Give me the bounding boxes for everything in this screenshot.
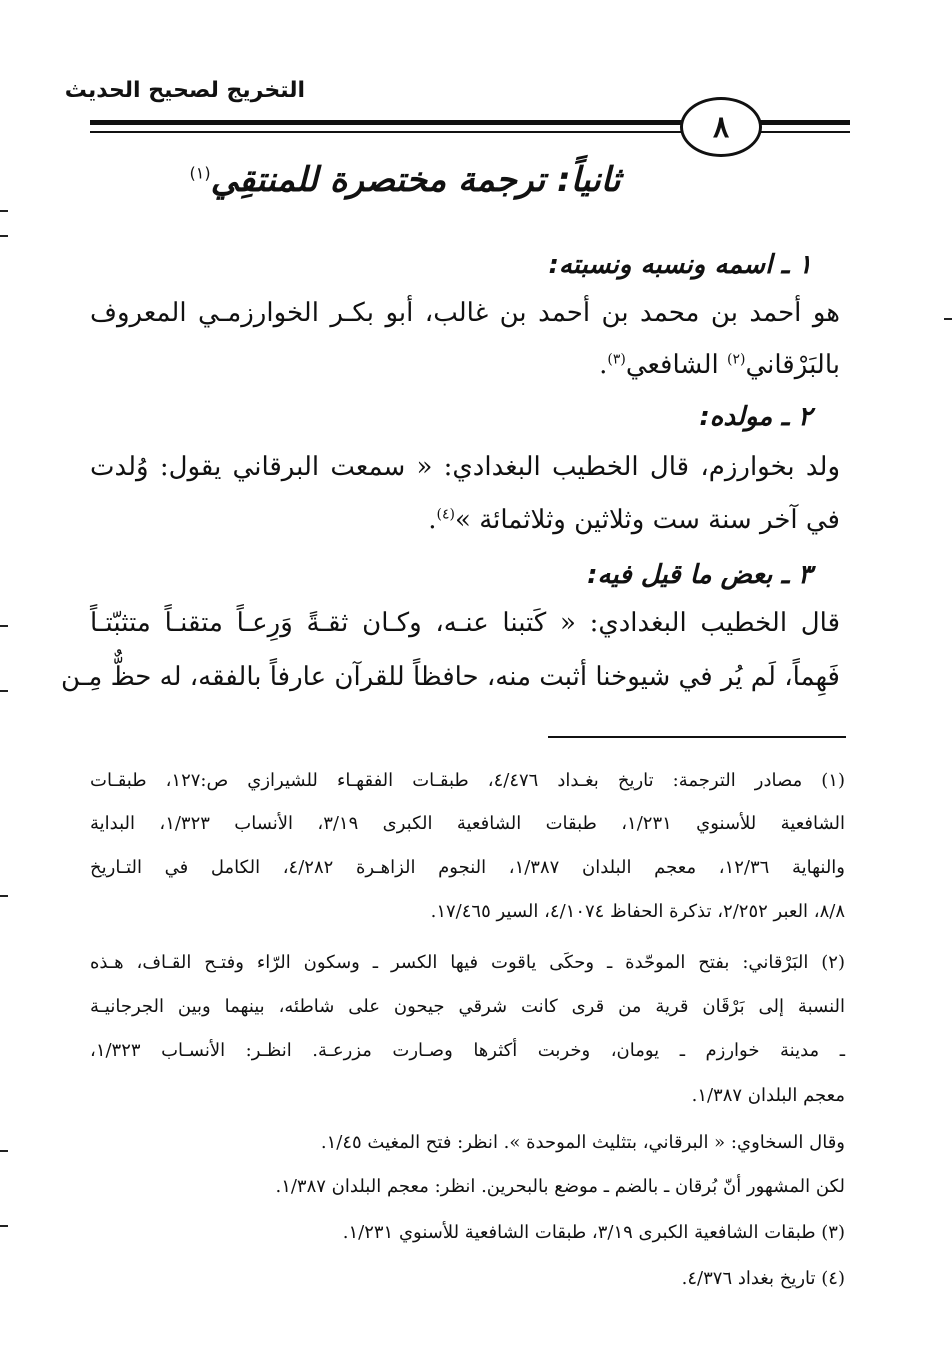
body-line: فَهِماً، لَم يُر في شيوخنا أثبت منه، حافظاً للقرآن عارفاً بالفقه، له حظٌّ مِـن	[61, 662, 840, 692]
footnote-ref: (٤)	[436, 506, 456, 523]
subheading-sayings: ٣ ـ بعض ما قيل فيه:	[587, 560, 812, 590]
footnote-line: الشافعية للأسنوي ١/٢٣١، طبقات الشافعية الكبرى ٣/١٩، الأنساب ١/٣٢٣، البداية	[90, 813, 846, 834]
body-line: ولد بخوارزم، قال الخطيب البغدادي: « سمعت البرقاني يقول: وُلدت	[90, 452, 840, 482]
body-text: في آخر سنة ست وثلاثين وثلاثمائة »	[455, 505, 840, 535]
body-text: الشافعي	[625, 350, 727, 380]
footnote-ref: (٢)	[727, 351, 746, 368]
footnote-line: لكن المشهور أنّ بُرقان ـ بالضم ـ موضع بالبحرين. انظر: معجم البلدان ١/٣٨٧.	[275, 1176, 845, 1197]
footnote-ref: (٣)	[607, 351, 626, 368]
margin-mark	[0, 895, 8, 897]
body-text: .	[599, 350, 608, 380]
title-footnote-ref: (١)	[189, 163, 211, 183]
body-line	[90, 350, 840, 400]
body-line: قال الخطيب البغدادي: « كَتبنا عنـه، وكـان ثقـةً وَرِعـاً متقنـاً متثبّتـاً	[90, 608, 840, 638]
footnote-line: (٢) البَرْقاني: بفتح الموحّدة ـ وحكَى ياقوت فيها الكسر ـ وسكون الرّاء وفتـح القـاف، هـذه	[90, 952, 845, 973]
subheading-name-lineage: ١ ـ اسمه ونسبه ونسبته:	[548, 250, 812, 280]
margin-mark	[0, 690, 8, 692]
subheading-birth: ٢ ـ مولده:	[699, 402, 812, 432]
running-header-title: التخريج لصحيح الحديث	[64, 78, 305, 103]
margin-mark	[0, 210, 8, 212]
margin-mark	[0, 1225, 8, 1227]
footnote-line: النسبة إلى بَرْقَان قرية من قرى كانت شرقي جيحون على شاطئه، بينهما وبين الجرجانيـة	[90, 996, 845, 1017]
footnote-line: وقال السخاوي: « البرقاني، بتثليث الموحدة ». انظر: فتح المغيث ١/٤٥.	[320, 1132, 845, 1153]
margin-mark	[0, 235, 8, 237]
body-text: بالبَرْقاني	[745, 350, 840, 380]
page-number: ٨	[680, 97, 762, 157]
footnote-separator	[548, 736, 846, 738]
footnote-line: والنهاية ١٢/٣٦، معجم البلدان ١/٣٨٧، النجوم الزاهـرة ٤/٢٨٢، الكامل في التـاريخ	[90, 857, 845, 878]
footnote-line: ـ مدينة خوارزم ـ يومان، وخربت أكثرها وصـارت مزرعـة. انظـر: الأنسـاب ١/٣٢٣،	[90, 1040, 845, 1061]
footnote-line: ٨/٨، العبر ٢/٢٥٢، تذكرة الحفاظ ٤/١٠٧٤، السير ١٧/٤٦٥.	[430, 901, 845, 922]
section-title-text: ثانياً: ترجمة مختصرة للمنتقِي	[210, 160, 621, 200]
margin-mark	[0, 625, 8, 627]
section-title	[160, 160, 650, 220]
body-line	[90, 505, 840, 555]
body-text: .	[428, 505, 437, 535]
body-line: هو أحمد بن محمد بن أحمد بن غالب، أبو بكـر الخوارزمـي المعروف	[90, 298, 840, 328]
footnote-line: (٣) طبقات الشافعية الكبرى ٣/١٩، طبقات الشافعية للأسنوي ١/٢٣١.	[342, 1222, 845, 1243]
footnote-line: (٤) تاريخ بغداد ٤/٣٧٦.	[681, 1268, 845, 1289]
margin-mark	[0, 1150, 8, 1152]
margin-mark	[944, 318, 952, 320]
footnote-line: معجم البلدان ١/٣٨٧.	[691, 1085, 845, 1106]
footnote-line: (١) مصادر الترجمة: تاريخ بغـداد ٤/٤٧٦، طبقـات الفقهـاء للشيرازي ص:١٢٧، طبقـات	[90, 770, 845, 791]
